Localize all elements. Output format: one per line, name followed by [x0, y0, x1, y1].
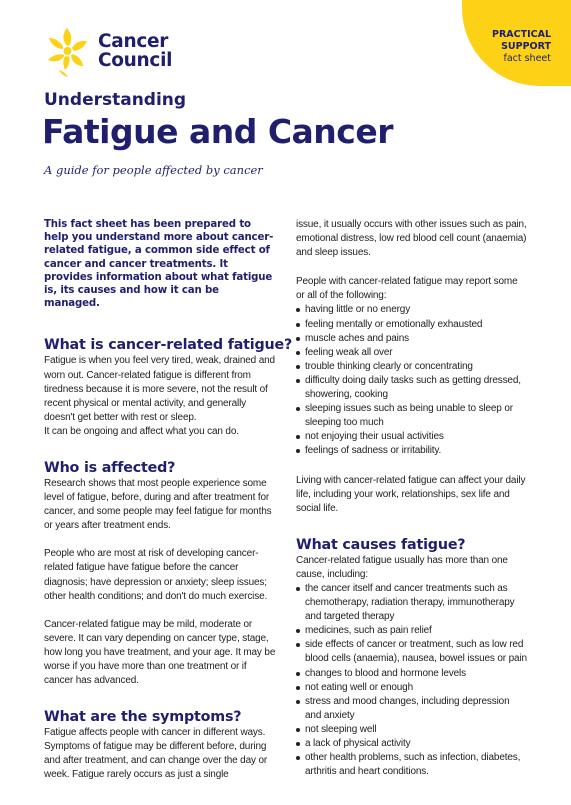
cancer-council-logo[interactable]: [44, 26, 179, 78]
report-intro: People with cancer-related fatigue may report some or all of the following:: [296, 276, 518, 302]
list-item: other health problems, such as infection, diabetes, arthritis and heart conditions.: [296, 751, 528, 779]
practical-support-badge: [462, 0, 571, 86]
symptoms-paragraph: Fatigue affects people with cancer in different ways. Symptoms of fatigue may be different before, during and after treatment, and can change over the day or week. Fatigue rarely occurs as just a single: [44, 727, 268, 781]
continued-paragraph: issue, it usually occurs with other issues such as pain, emotional distress, low red blood cell count (anaemia) and sleep issues.: [296, 219, 527, 259]
daffodil-icon: [44, 26, 90, 78]
list-item: feeling weak all over: [296, 346, 528, 360]
list-item: medicines, such as pain relief: [296, 624, 528, 638]
left-column: [44, 218, 293, 783]
what-is-paragraph-2: It can be ongoing and affect what you can do.: [44, 425, 239, 437]
list-item: not enjoying their usual activities: [296, 430, 528, 444]
who-affected-paragraph-2: People who are most at risk of developing cancer-related fatigue have fatigue before the cancer diagnosis; have depression or anxiety; sleep issues; other health conditions; and don't do much exercise.: [44, 548, 268, 602]
who-affected-paragraph-1: Research shows that most people experience some level of fatigue, before, during and after treatment for cancer, and some people may feel fatigue for months or years after treatment ends.: [44, 477, 272, 532]
causes-list: [296, 582, 528, 779]
logo-text-line2: Council: [98, 50, 173, 71]
list-item: the cancer itself and cancer treatments such as chemotherapy, radiation therapy, immunotherapy and targeted therapy: [296, 582, 528, 624]
who-affected-heading: Who is affected?: [44, 459, 176, 476]
living-paragraph: Living with cancer-related fatigue can affect your daily life, including your work, relationships, sex life and social life.: [296, 474, 526, 514]
what-is-heading: What is cancer-related fatigue?: [44, 337, 293, 354]
page-subtitle: Understanding: [44, 90, 187, 110]
list-item: having little or no energy: [296, 303, 528, 317]
causes-heading: What causes fatigue?: [296, 536, 466, 553]
symptoms-heading: What are the symptoms?: [44, 709, 242, 726]
list-item: not sleeping well: [296, 723, 528, 737]
badge-line1: PRACTICAL: [492, 29, 551, 40]
list-item: stress and mood changes, including depression and anxiety: [296, 695, 528, 723]
list-item: not eating well or enough: [296, 681, 528, 695]
list-item: sleeping issues such as being unable to sleep or sleeping too much: [296, 402, 528, 430]
list-item: feeling mentally or emotionally exhausted: [296, 318, 528, 332]
intro-paragraph: This fact sheet has been prepared to help you understand more about cancer-related fatigue, a common side effect of cancer and cancer treatments. It provides information about what fatigue is, its causes and how it can be managed.: [44, 219, 274, 310]
list-item: side effects of cancer or treatment, such as low red blood cells (anaemia), nausea, bowel issues or pain: [296, 638, 528, 666]
causes-intro: Cancer-related fatigue usually has more than one cause, including:: [296, 554, 508, 580]
page-tagline: A guide for people affected by cancer: [44, 163, 263, 177]
who-affected-paragraph-3: Cancer-related fatigue may be mild, moderate or severe. It can vary depending on cancer type, stage, how long you have treatment, and your age. It may be worse if you have more than one treatment or if cancer has advanced.: [44, 618, 276, 687]
badge-line2: SUPPORT: [501, 41, 551, 52]
what-is-paragraph-1: Fatigue is when you feel very tired, weak, drained and worn out. Cancer-related fatigue is different from tiredness because it is more severe, not the result of recent physical or mental activity, and generally doesn't get better with rest or sleep.: [44, 355, 275, 423]
list-item: difficulty doing daily tasks such as getting dressed, showering, cooking: [296, 374, 528, 402]
list-item: changes to blood and hormone levels: [296, 667, 528, 681]
list-item: muscle aches and pains: [296, 332, 528, 346]
list-item: a lack of physical activity: [296, 737, 528, 751]
page-title: Fatigue and Cancer: [42, 112, 394, 151]
list-item: trouble thinking clearly or concentrating: [296, 360, 528, 374]
list-item: feelings of sadness or irritability.: [296, 444, 528, 458]
badge-line3: fact sheet: [503, 53, 551, 64]
logo-text-line1: Cancer: [98, 31, 169, 52]
symptoms-list: [296, 303, 528, 458]
right-column: [296, 218, 528, 779]
